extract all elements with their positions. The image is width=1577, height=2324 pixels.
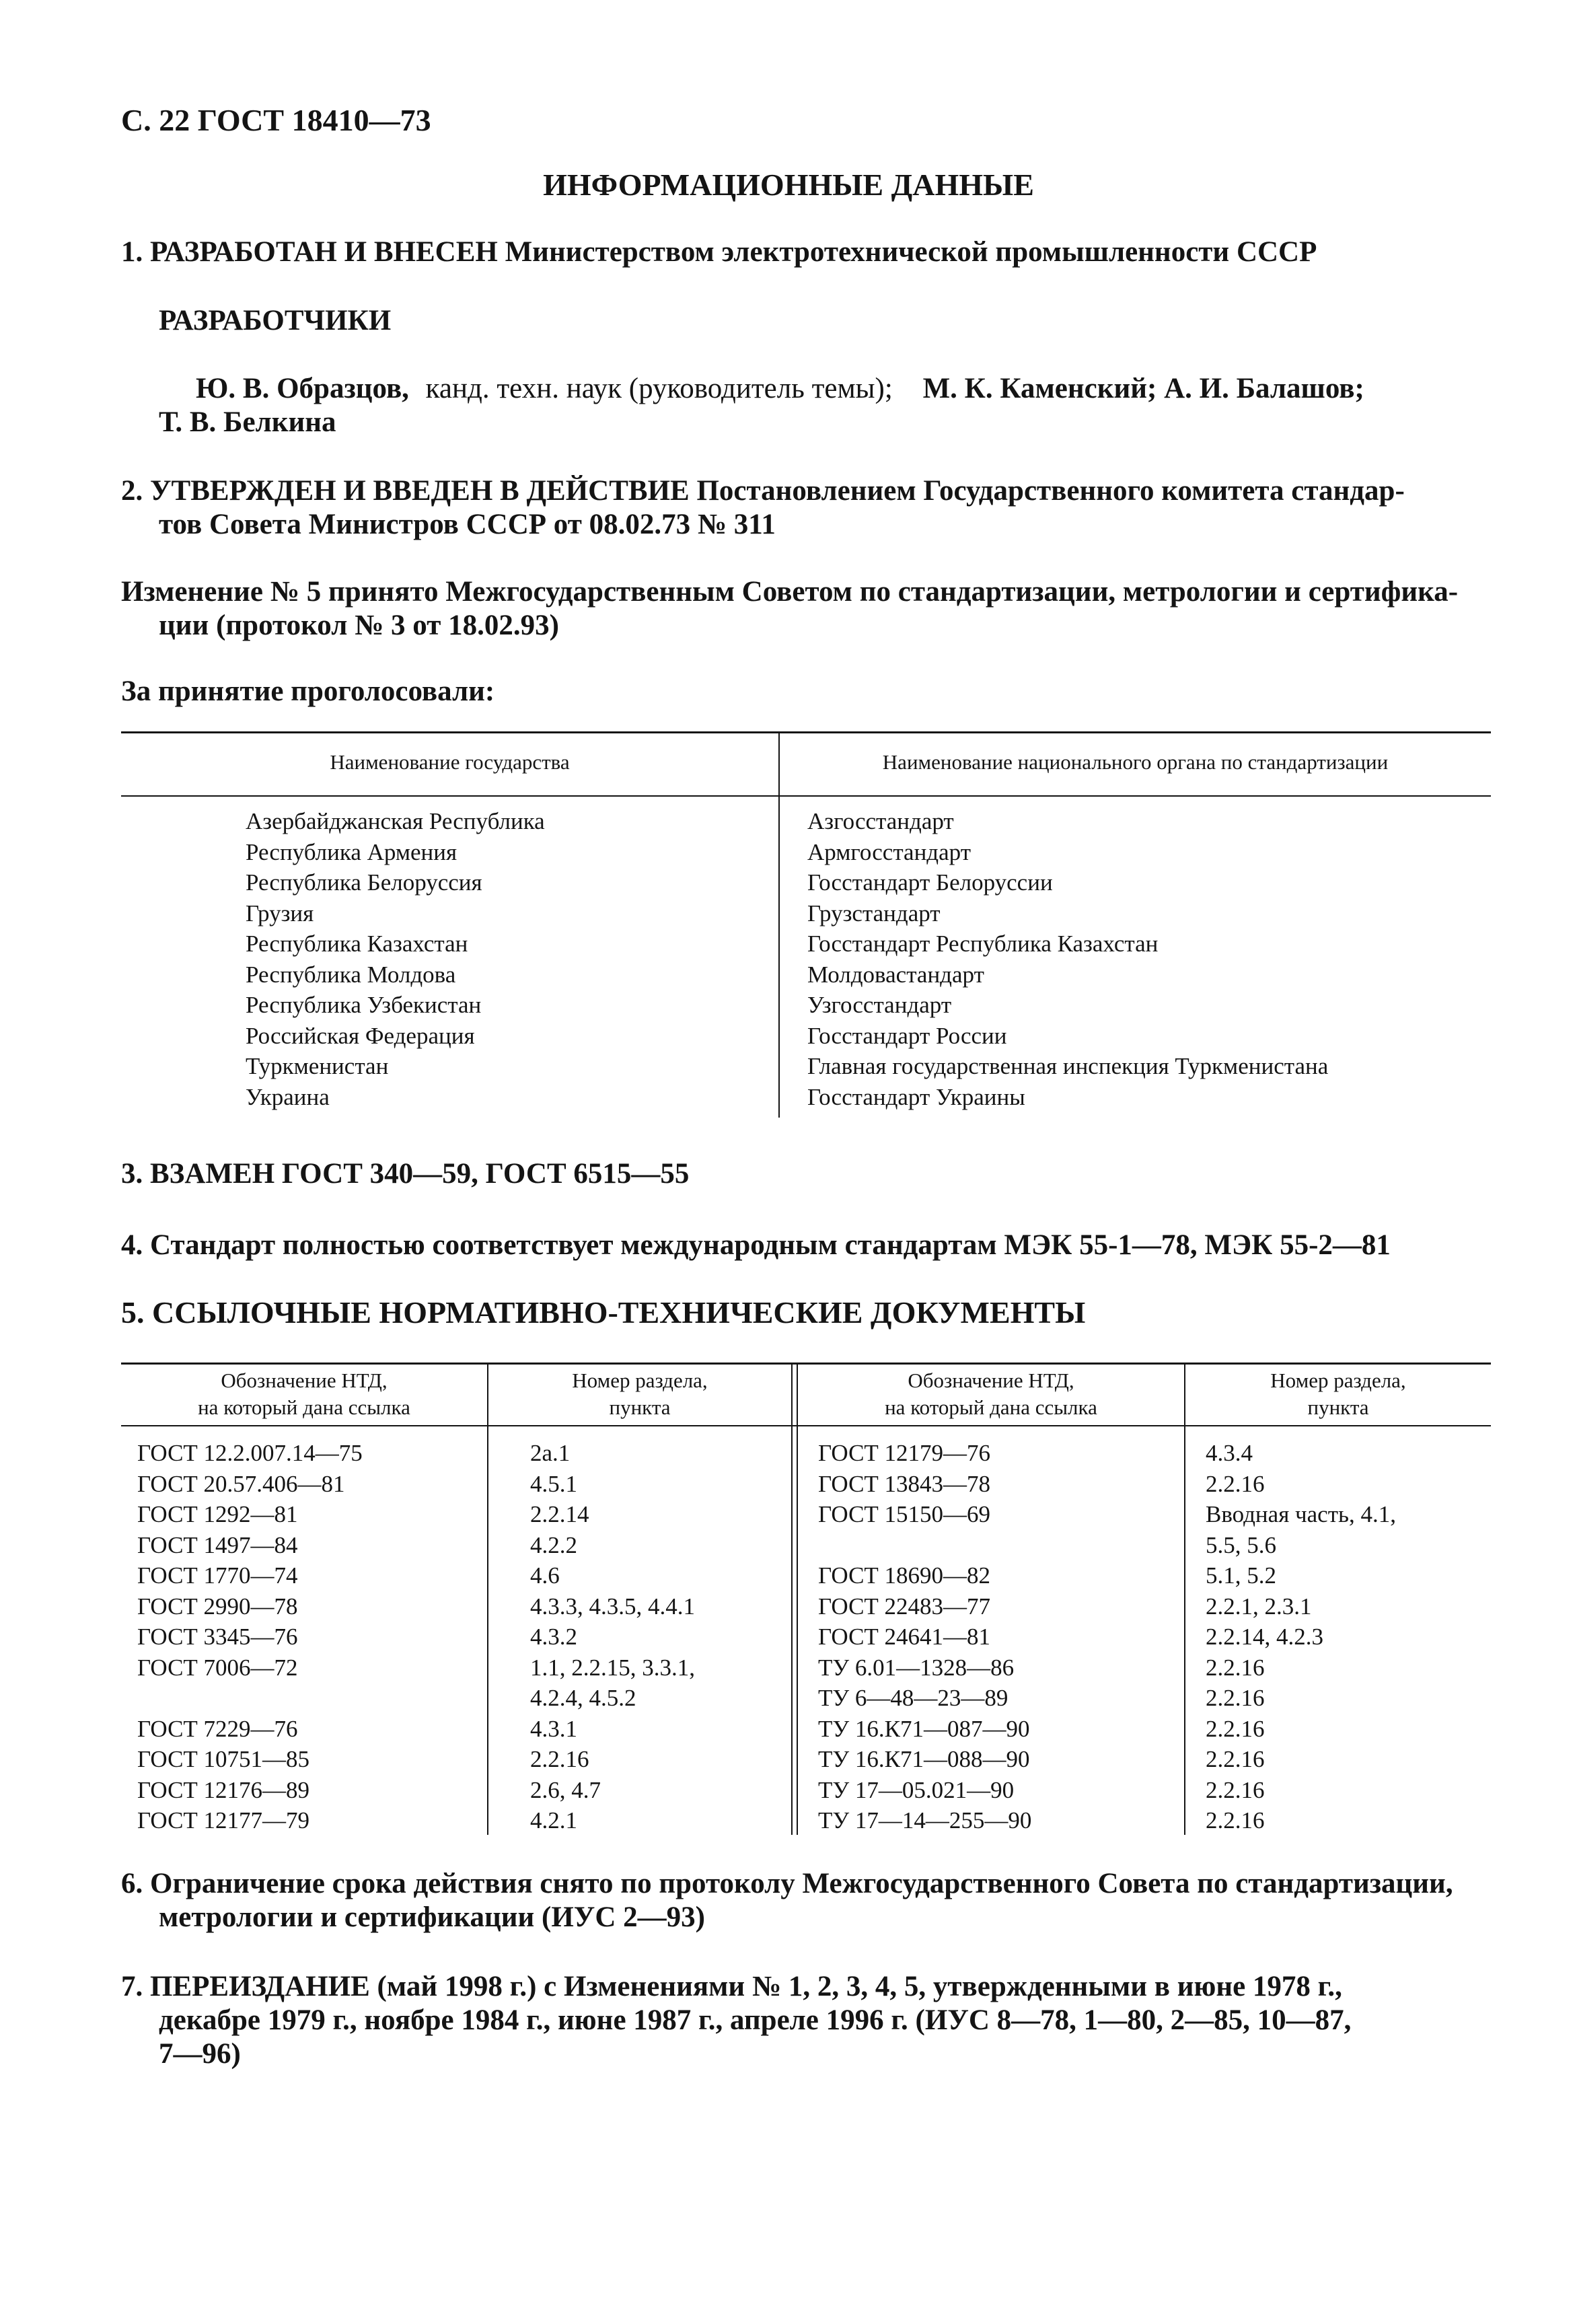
section-2-line-1	[121, 474, 1405, 507]
list-item: Госстандарт Республика Казахстан	[807, 931, 1159, 957]
list-item: 2.2.1, 2.3.1	[1206, 1593, 1312, 1620]
list-item: 2.2.16	[1206, 1776, 1265, 1803]
vote-table-header-rule	[121, 795, 1491, 797]
list-item: Республика Молдова	[246, 961, 456, 988]
list-item: ГОСТ 12179—76	[818, 1440, 991, 1466]
developers-line-1	[196, 372, 1364, 405]
header-line: пункта	[609, 1395, 671, 1419]
list-item: ТУ 17—14—255—90	[818, 1807, 1032, 1833]
vote-table-divider	[778, 733, 780, 1118]
list-item: ТУ 6.01—1328—86	[818, 1654, 1015, 1681]
list-item: ГОСТ 1292—81	[137, 1501, 298, 1527]
list-item: ГОСТ 13843—78	[818, 1470, 991, 1497]
list-item: 4.3.3, 4.3.5, 4.4.1	[530, 1593, 695, 1620]
list-item: ГОСТ 15150—69	[818, 1501, 991, 1527]
header-line: Номер раздела,	[1270, 1369, 1406, 1392]
vote-col-body-header: Наименование национального органа по стандартизации	[882, 750, 1389, 774]
section-2-label: УТВЕРЖДЕН И ВВЕДЕН В ДЕЙСТВИЕ	[150, 475, 690, 507]
list-item: Вводная часть, 4.1,	[1206, 1501, 1396, 1527]
list-item: ГОСТ 20.57.406—81	[137, 1470, 345, 1497]
list-item: ГОСТ 12.2.007.14—75	[137, 1440, 363, 1466]
list-item: 2.6, 4.7	[530, 1776, 601, 1803]
ref-table-top-rule	[121, 1363, 1491, 1365]
list-item: 2.2.16	[1206, 1470, 1265, 1497]
section-1-number: 1.	[121, 236, 143, 268]
list-item: 4.3.1	[530, 1715, 577, 1742]
list-item: 2.2.14	[530, 1501, 589, 1527]
list-item: ГОСТ 24641—81	[818, 1624, 991, 1650]
list-item: Туркменистан	[246, 1053, 389, 1079]
list-item: Узгосстандарт	[807, 992, 952, 1018]
ref-table-divider-2b	[797, 1364, 798, 1835]
ref-table-divider-2a	[791, 1364, 793, 1835]
list-item: 2.2.16	[1206, 1685, 1265, 1711]
list-item: Главная государственная инспекция Туркменистана	[807, 1053, 1329, 1079]
section-6-line-1: 6. Ограничение срока действия снято по протоколу Межгосударственного Совета по стандартизации,	[121, 1868, 1453, 1899]
ref-col-doc-header-left	[121, 1367, 487, 1421]
list-item: 5.5, 5.6	[1206, 1531, 1276, 1558]
list-item: 4.5.1	[530, 1470, 577, 1497]
list-item: 2.2.16	[530, 1746, 589, 1772]
list-item: 4.3.2	[530, 1624, 577, 1650]
section-2-line-2: тов Совета Министров СССР от 08.02.73 № 311	[159, 509, 776, 540]
vote-col-state-header: Наименование государства	[330, 750, 570, 774]
page-title: ИНФОРМАЦИОННЫЕ ДАННЫЕ	[543, 168, 1034, 202]
vote-bodies-list	[807, 806, 1328, 1112]
section-6-line-2: метрологии и сертификации (ИУС 2—93)	[159, 1901, 705, 1933]
list-item: 2.2.16	[1206, 1746, 1265, 1772]
list-item: ГОСТ 12177—79	[137, 1807, 310, 1833]
section-7-line-2: декабре 1979 г., ноябре 1984 г., июне 1987 г., апреле 1996 г. (ИУС 8—78, 1—80, 2—85, 10—87,	[159, 2004, 1352, 2036]
header-line: на который дана ссылка	[198, 1395, 410, 1419]
section-2-text: Постановлением Государственного комитета стандар-	[696, 475, 1405, 507]
list-item: 5.1, 5.2	[1206, 1562, 1276, 1589]
ref-left-secs	[530, 1438, 695, 1836]
list-item: 2.2.16	[1206, 1807, 1265, 1833]
ref-right-docs	[818, 1438, 1031, 1836]
list-item: Республика Узбекистан	[246, 992, 482, 1018]
header-line: пункта	[1307, 1395, 1369, 1419]
list-item: ГОСТ 12176—89	[137, 1776, 310, 1803]
ref-col-sec-header-left	[488, 1367, 791, 1421]
developer-name: Ю. В. Образцов,	[196, 373, 409, 404]
section-1-label: РАЗРАБОТАН И ВНЕСЕН	[150, 236, 498, 268]
list-item: Грузстандарт	[807, 900, 941, 927]
list-item: ГОСТ 7229—76	[137, 1715, 298, 1742]
developers-line-2: Т. В. Белкина	[159, 406, 336, 438]
section-1	[121, 235, 1317, 268]
list-item: Армгосстандарт	[807, 838, 971, 865]
ref-table-divider-1	[487, 1364, 488, 1835]
list-item: ГОСТ 18690—82	[818, 1562, 991, 1589]
section-7-line-3: 7—96)	[159, 2038, 241, 2070]
header-line: Обозначение НТД,	[908, 1369, 1074, 1392]
vote-table-top-rule	[121, 731, 1491, 733]
section-4: 4. Стандарт полностью соответствует международным стандартам МЭК 55-1—78, МЭК 55-2—81	[121, 1229, 1391, 1261]
list-item: 4.3.4	[1206, 1440, 1253, 1466]
list-item: 4.6	[530, 1562, 560, 1589]
list-item: ТУ 17—05.021—90	[818, 1776, 1015, 1803]
amendment-line-1: Изменение № 5 принято Межгосударственным Советом по стандартизации, метрологии и сертифика-	[121, 576, 1459, 608]
ref-left-docs	[137, 1438, 363, 1836]
header-line: Обозначение НТД,	[221, 1369, 388, 1392]
list-item: 1.1, 2.2.15, 3.3.1,	[530, 1654, 695, 1681]
list-item: Госстандарт Украины	[807, 1083, 1025, 1110]
ref-right-secs	[1206, 1438, 1396, 1836]
list-item: ТУ 16.К71—088—90	[818, 1746, 1030, 1772]
list-item: Грузия	[246, 900, 314, 927]
list-item: Республика Белоруссия	[246, 869, 482, 896]
section-2-number: 2.	[121, 475, 143, 507]
vote-heading: За принятие проголосовали:	[121, 676, 495, 707]
ref-table-divider-3	[1184, 1364, 1185, 1835]
developer-names: М. К. Каменский; А. И. Балашов;	[922, 373, 1364, 404]
section-1-text: Министерством электротехнической промышленности СССР	[505, 236, 1317, 268]
list-item: Украина	[246, 1083, 330, 1110]
section-7-line-1: 7. ПЕРЕИЗДАНИЕ (май 1998 г.) с Изменениями № 1, 2, 3, 4, 5, утвержденными в июне 1978 г.,	[121, 1971, 1342, 2002]
list-item: ГОСТ 10751—85	[137, 1746, 310, 1772]
list-item: ТУ 6—48—23—89	[818, 1685, 1008, 1711]
vote-states-list	[246, 806, 545, 1112]
list-item: 2.2.16	[1206, 1654, 1265, 1681]
list-item: 4.2.1	[530, 1807, 577, 1833]
list-item: Госстандарт Белоруссии	[807, 869, 1053, 896]
list-item: Азгосстандарт	[807, 808, 954, 834]
list-item: Республика Казахстан	[246, 931, 468, 957]
ref-table-header-rule	[121, 1425, 1491, 1426]
list-item: Российская Федерация	[246, 1022, 475, 1049]
list-item: 2.2.14, 4.2.3	[1206, 1624, 1323, 1650]
amendment-line-2: ции (протокол № 3 от 18.02.93)	[159, 610, 559, 641]
section-5-heading: 5. ССЫЛОЧНЫЕ НОРМАТИВНО-ТЕХНИЧЕСКИЕ ДОКУМЕНТЫ	[121, 1295, 1086, 1330]
list-item: Азербайджанская Республика	[246, 808, 545, 834]
page-header: С. 22 ГОСТ 18410—73	[121, 103, 431, 137]
list-item: ГОСТ 22483—77	[818, 1593, 991, 1620]
list-item	[818, 1530, 1031, 1561]
ref-col-doc-header-right	[798, 1367, 1184, 1421]
list-item: ГОСТ 2990—78	[137, 1593, 298, 1620]
developers-heading: РАЗРАБОТЧИКИ	[159, 305, 392, 336]
list-item: Республика Армения	[246, 838, 457, 865]
developer-note: канд. техн. наук (руководитель темы);	[425, 373, 893, 404]
list-item: Молдовастандарт	[807, 961, 984, 988]
list-item: ГОСТ 7006—72	[137, 1654, 298, 1681]
section-3: 3. ВЗАМЕН ГОСТ 340—59, ГОСТ 6515—55	[121, 1158, 690, 1190]
header-line: на который дана ссылка	[885, 1395, 1097, 1419]
list-item: Госстандарт России	[807, 1022, 1007, 1049]
list-item: 2а.1	[530, 1440, 571, 1466]
header-line: Номер раздела,	[572, 1369, 708, 1392]
list-item	[137, 1683, 363, 1714]
list-item: ТУ 16.К71—087—90	[818, 1715, 1030, 1742]
list-item: ГОСТ 1497—84	[137, 1531, 298, 1558]
list-item: ГОСТ 3345—76	[137, 1624, 298, 1650]
list-item: ГОСТ 1770—74	[137, 1562, 298, 1589]
list-item: 2.2.16	[1206, 1715, 1265, 1742]
ref-col-sec-header-right	[1185, 1367, 1491, 1421]
list-item: 4.2.4, 4.5.2	[530, 1685, 636, 1711]
list-item: 4.2.2	[530, 1531, 577, 1558]
